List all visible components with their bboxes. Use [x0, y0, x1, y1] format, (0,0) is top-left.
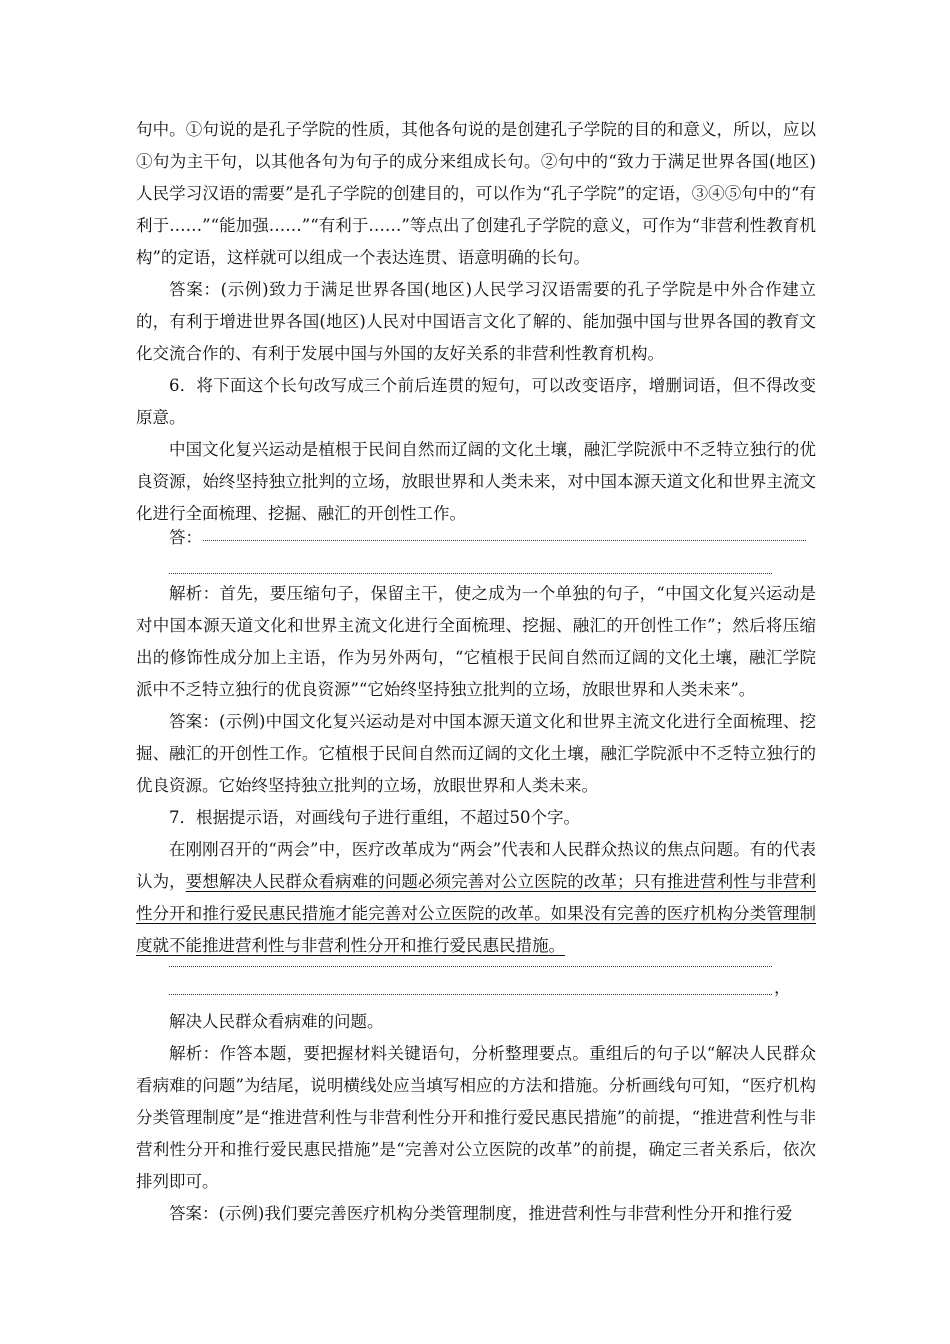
answer-paragraph-5: 答案：(示例)致力于满足世界各国(地区)人民学习汉语需要的孔子学院是中外合作建立的，有利于增进世界各国(地区)人民对中国语言文化了解的、能加强中国与世界各国的教育文化交流合作的、有利于发展中国与外国的友好关系的非营利性教育机构。	[136, 280, 816, 363]
underlined-sentences: 要想解决人民群众看病难的问题必须完善对公立医院的改革；只有推进营利性与非营利性分开和推行爱民惠民措施才能完善对公立医院的改革。如果没有完善的医疗机构分类管理制度就不能推进营利性与非营利性分开和推行爱民惠民措施。	[136, 872, 817, 955]
question-6: 6．将下面这个长句改写成三个前后连贯的短句，可以改变语序，增删词语，但不得改变原意。	[136, 376, 816, 427]
answer-line-1[interactable]	[203, 540, 806, 541]
explanation-paragraph-7: 解析：作答本题，要把握材料关键语句，分析整理要点。重组后的句子以“解决人民群众看病难的问题”为结尾，说明横线处应当填写相应的方法和措施。分析画线句可知，“医疗机构分类管理制度”是“推进营利性与非营利性分开和推行爱民惠民措施”的前提，“推进营利性与非营利性分开和推行爱民惠民措施”是“完善对公立医院的改革”的前提，确定三者关系后，依次排列即可。	[136, 1044, 816, 1191]
answer-paragraph-7: 答案：(示例)我们要完善医疗机构分类管理制度，推进营利性与非营利性分开和推行爱	[169, 1204, 793, 1223]
answer-suffix-text: 解决人民群众看病难的问题。	[169, 1012, 384, 1031]
explanation-paragraph-6: 解析：首先，要压缩句子，保留主干，使之成为一个单独的句子，“中国文化复兴运动是对中国本源天道文化和世界主流文化进行全面梳理、挖掘、融汇的开创性工作”；然后将压缩出的修饰性成分加上主语，作为另外两句，“它植根于民间自然而辽阔的文化土壤，融汇学院派中不乏特立独行的优良资源”“它始终坚持独立批判的立场，放眼世界和人类未来”。	[136, 584, 816, 699]
answer-line-2[interactable]	[169, 573, 772, 574]
answer-paragraph-6: 答案：(示例)中国文化复兴运动是对中国本源天道文化和世界主流文化进行全面梳理、挖掘、融汇的开创性工作。它植根于民间自然而辽阔的文化土壤，融汇学院派中不乏特立独行的优良资源。它始终坚持独立批判的立场，放眼世界和人类未来。	[136, 712, 816, 795]
question-7: 7．根据提示语，对画线句子进行重组，不超过50个字。	[169, 808, 580, 827]
question-7-passage	[136, 834, 816, 962]
line-end-comma: ，	[774, 978, 791, 997]
answer-line-4[interactable]	[169, 994, 772, 995]
question-6-passage: 中国文化复兴运动是植根于民间自然而辽阔的文化土壤，融汇学院派中不乏特立独行的优良资源，始终坚持独立批判的立场，放眼世界和人类未来，对中国本源天道文化和世界主流文化进行全面梳理、挖掘、融汇的开创性工作。	[136, 440, 816, 523]
answer-line-3[interactable]	[169, 966, 772, 967]
passage-intro-text: 在刚刚召开的“两会”中，医疗改革成为“两会”代表和人民群众热议的焦点问题。有的代表认为，	[136, 840, 816, 891]
explanation-paragraph-5: 句中。①句说的是孔子学院的性质，其他各句说的是创建孔子学院的目的和意义，所以，应以①句为主干句，以其他各句为句子的成分来组成长句。②句中的“致力于满足世界各国(地区)人民学习汉语的需要”是孔子学院的创建目的，可以作为“孔子学院”的定语，③④⑤句中的“有利于……”“能加强……”“有利于……”等点出了创建孔子学院的意义，可作为“非营利性教育机构”的定语，这样就可以组成一个表达连贯、语意明确的长句。	[136, 120, 816, 267]
answer-label: 答：	[169, 528, 202, 547]
